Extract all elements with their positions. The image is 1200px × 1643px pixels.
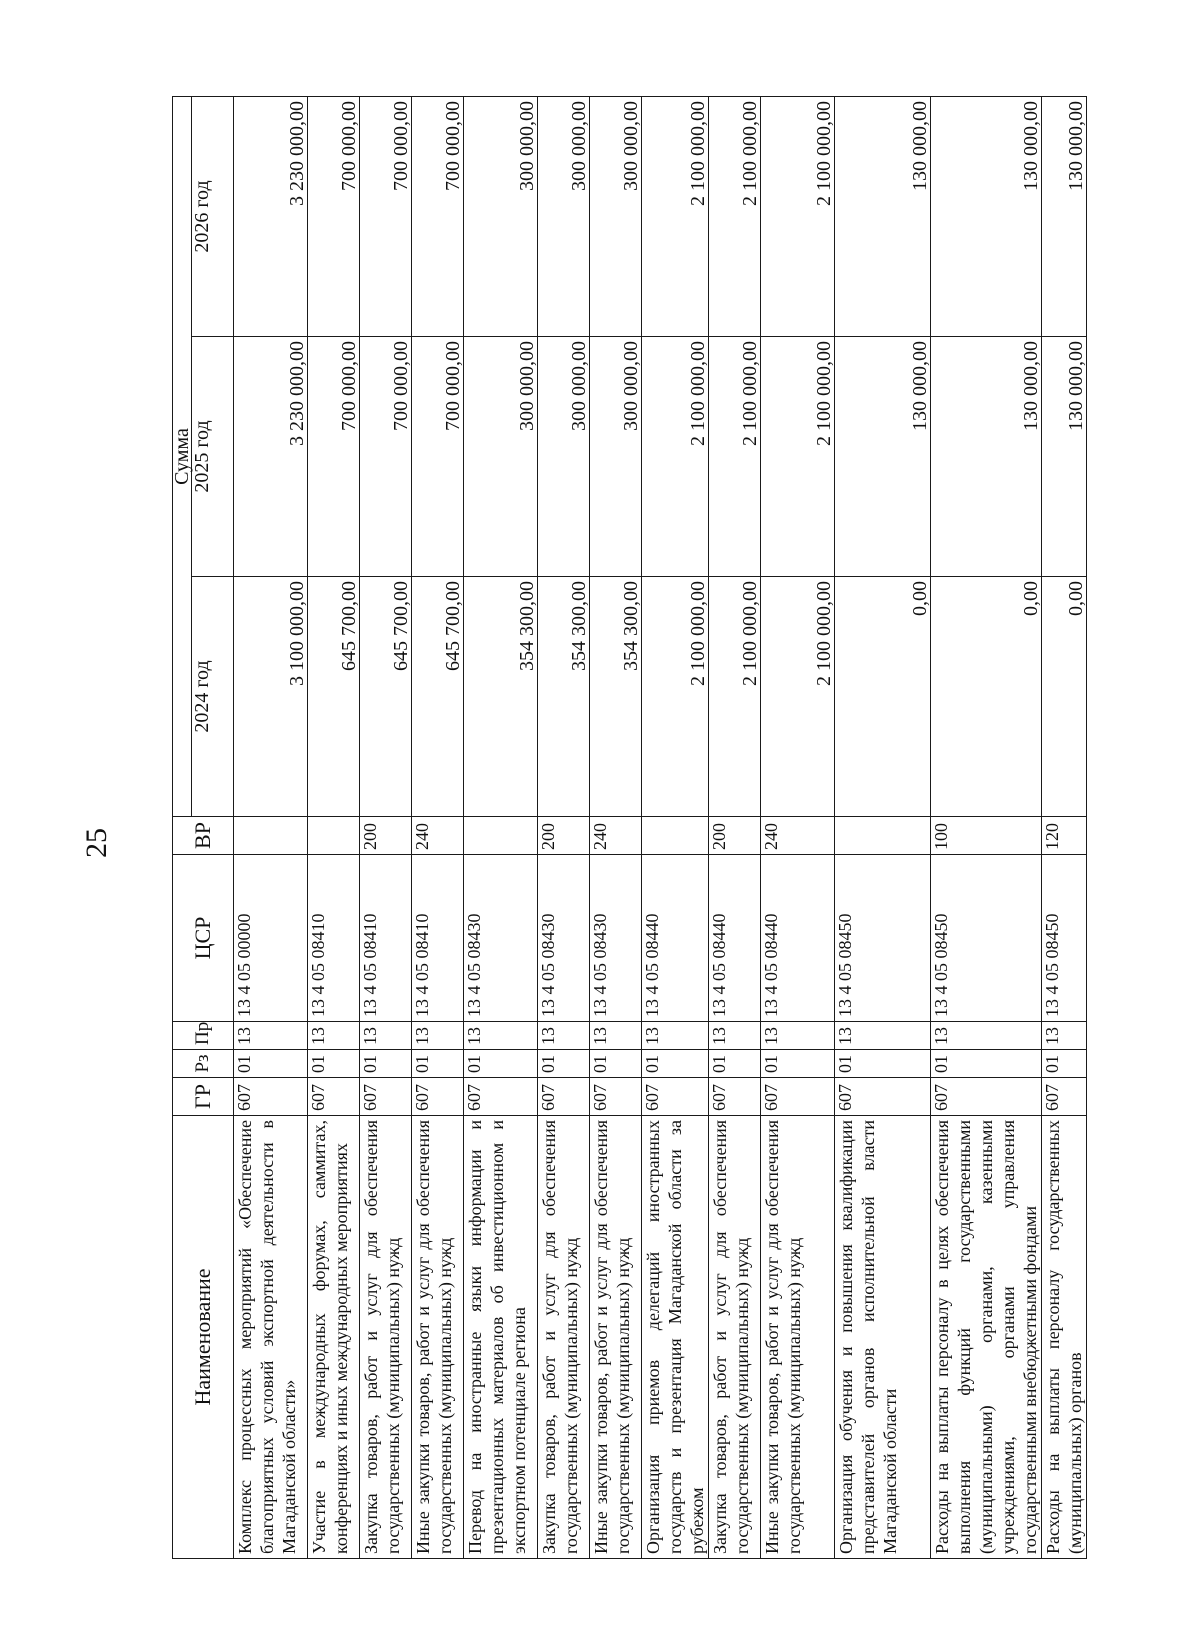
cell-sum-2024: 645 700,00 <box>360 577 412 817</box>
table-row <box>360 96 412 1558</box>
cell-sum-2025: 300 000,00 <box>464 337 538 577</box>
cell-name: Расходы на выплаты персоналу государственных (муниципальных) органов <box>1042 1116 1087 1559</box>
cell-gr: 607 <box>360 1078 412 1116</box>
cell-sum-2024: 3 100 000,00 <box>234 577 308 817</box>
table-header <box>173 96 234 1558</box>
cell-pr: 13 <box>590 1022 642 1050</box>
header-name: Наименование <box>173 1116 234 1559</box>
cell-sum-2025: 2 100 000,00 <box>642 337 709 577</box>
table-row <box>761 96 835 1558</box>
cell-gr: 607 <box>412 1078 464 1116</box>
cell-vr: 240 <box>590 817 642 855</box>
cell-sum-2024: 0,00 <box>835 577 931 817</box>
cell-name: Закупка товаров, работ и услуг для обеспечения государственных (муниципальных) нужд <box>360 1116 412 1559</box>
cell-gr: 607 <box>308 1078 360 1116</box>
cell-vr: 200 <box>360 817 412 855</box>
cell-sum-2026: 300 000,00 <box>464 96 538 336</box>
header-2025: 2025 год <box>192 337 234 577</box>
cell-vr <box>642 817 709 855</box>
table-row <box>835 96 931 1558</box>
cell-pr: 13 <box>412 1022 464 1050</box>
cell-sum-2024: 2 100 000,00 <box>642 577 709 817</box>
table-row <box>412 96 464 1558</box>
cell-csr: 13 4 05 08430 <box>464 855 538 1022</box>
cell-sum-2025: 130 000,00 <box>1042 337 1087 577</box>
cell-rz: 01 <box>835 1050 931 1078</box>
cell-rz: 01 <box>234 1050 308 1078</box>
cell-gr: 607 <box>538 1078 590 1116</box>
cell-sum-2026: 2 100 000,00 <box>642 96 709 336</box>
cell-sum-2025: 2 100 000,00 <box>709 337 761 577</box>
cell-gr: 607 <box>931 1078 1042 1116</box>
cell-rz: 01 <box>412 1050 464 1078</box>
table-row <box>464 96 538 1558</box>
cell-name: Иные закупки товаров, работ и услуг для обеспечения государственных (муниципальных) нужд <box>761 1116 835 1559</box>
cell-vr <box>835 817 931 855</box>
cell-sum-2024: 354 300,00 <box>464 577 538 817</box>
cell-csr: 13 4 05 08430 <box>590 855 642 1022</box>
cell-sum-2024: 2 100 000,00 <box>761 577 835 817</box>
cell-rz: 01 <box>709 1050 761 1078</box>
cell-sum-2026: 2 100 000,00 <box>709 96 761 336</box>
cell-name: Закупка товаров, работ и услуг для обеспечения государственных (муниципальных) нужд <box>709 1116 761 1559</box>
cell-pr: 13 <box>642 1022 709 1050</box>
cell-rz: 01 <box>308 1050 360 1078</box>
cell-vr <box>308 817 360 855</box>
table-row <box>709 96 761 1558</box>
cell-csr: 13 4 05 08440 <box>709 855 761 1022</box>
budget-table <box>172 96 1087 1559</box>
cell-sum-2026: 130 000,00 <box>835 96 931 336</box>
cell-vr: 200 <box>709 817 761 855</box>
cell-sum-2024: 2 100 000,00 <box>709 577 761 817</box>
cell-sum-2025: 300 000,00 <box>538 337 590 577</box>
cell-sum-2024: 0,00 <box>1042 577 1087 817</box>
cell-sum-2026: 2 100 000,00 <box>761 96 835 336</box>
cell-vr <box>234 817 308 855</box>
header-2024: 2024 год <box>192 577 234 817</box>
cell-pr: 13 <box>709 1022 761 1050</box>
cell-gr: 607 <box>234 1078 308 1116</box>
cell-sum-2026: 300 000,00 <box>590 96 642 336</box>
header-csr: ЦСР <box>173 855 234 1022</box>
cell-csr: 13 4 05 00000 <box>234 855 308 1022</box>
cell-vr: 100 <box>931 817 1042 855</box>
cell-rz: 01 <box>761 1050 835 1078</box>
table-row <box>1042 96 1087 1558</box>
cell-vr <box>464 817 538 855</box>
cell-pr: 13 <box>761 1022 835 1050</box>
cell-sum-2026: 700 000,00 <box>308 96 360 336</box>
page-number: 25 <box>80 828 113 858</box>
cell-sum-2026: 130 000,00 <box>931 96 1042 336</box>
cell-name: Закупка товаров, работ и услуг для обеспечения государственных (муниципальных) нужд <box>538 1116 590 1559</box>
cell-sum-2026: 700 000,00 <box>412 96 464 336</box>
cell-rz: 01 <box>538 1050 590 1078</box>
rotated-budget-table-container <box>172 97 1087 1559</box>
header-2026: 2026 год <box>192 96 234 336</box>
cell-csr: 13 4 05 08440 <box>642 855 709 1022</box>
cell-rz: 01 <box>642 1050 709 1078</box>
cell-gr: 607 <box>835 1078 931 1116</box>
table-row <box>590 96 642 1558</box>
cell-name: Расходы на выплаты персоналу в целях обеспечения выполнения функций государственными (муниципальными) органами, казенными учреждениями, органами управления государственными внебюджетными фондами <box>931 1116 1042 1559</box>
cell-pr: 13 <box>931 1022 1042 1050</box>
cell-name: Перевод на иностранные языки информации и презентационных материалов об инвестиционном и экспортном потенциале региона <box>464 1116 538 1559</box>
cell-sum-2025: 700 000,00 <box>308 337 360 577</box>
cell-csr: 13 4 05 08430 <box>538 855 590 1022</box>
cell-sum-2025: 700 000,00 <box>412 337 464 577</box>
cell-csr: 13 4 05 08410 <box>360 855 412 1022</box>
cell-gr: 607 <box>590 1078 642 1116</box>
header-rz: Рз <box>173 1050 234 1078</box>
cell-pr: 13 <box>360 1022 412 1050</box>
header-vr: ВР <box>173 817 234 855</box>
table-row <box>931 96 1042 1558</box>
cell-csr: 13 4 05 08450 <box>1042 855 1087 1022</box>
cell-name: Иные закупки товаров, работ и услуг для обеспечения государственных (муниципальных) нужд <box>590 1116 642 1559</box>
cell-gr: 607 <box>709 1078 761 1116</box>
cell-sum-2026: 700 000,00 <box>360 96 412 336</box>
cell-pr: 13 <box>1042 1022 1087 1050</box>
cell-vr: 200 <box>538 817 590 855</box>
table-row <box>308 96 360 1558</box>
cell-gr: 607 <box>464 1078 538 1116</box>
cell-csr: 13 4 05 08440 <box>761 855 835 1022</box>
header-pr: Пр <box>173 1022 234 1050</box>
cell-sum-2026: 300 000,00 <box>538 96 590 336</box>
cell-name: Организация приемов делегаций иностранных государств и презентация Магаданской области за рубежом <box>642 1116 709 1559</box>
cell-name: Комплекс процессных мероприятий «Обеспечение благоприятных условий экспортной деятельности в Магаданской области» <box>234 1116 308 1559</box>
cell-rz: 01 <box>464 1050 538 1078</box>
cell-vr: 120 <box>1042 817 1087 855</box>
cell-sum-2024: 645 700,00 <box>412 577 464 817</box>
table-row <box>538 96 590 1558</box>
cell-gr: 607 <box>642 1078 709 1116</box>
cell-sum-2024: 354 300,00 <box>538 577 590 817</box>
cell-csr: 13 4 05 08450 <box>931 855 1042 1022</box>
cell-gr: 607 <box>1042 1078 1087 1116</box>
header-gr: ГР <box>173 1078 234 1116</box>
cell-sum-2025: 300 000,00 <box>590 337 642 577</box>
cell-pr: 13 <box>308 1022 360 1050</box>
table-body <box>234 96 1087 1558</box>
cell-sum-2025: 2 100 000,00 <box>761 337 835 577</box>
cell-sum-2024: 645 700,00 <box>308 577 360 817</box>
cell-pr: 13 <box>464 1022 538 1050</box>
cell-rz: 01 <box>1042 1050 1087 1078</box>
cell-csr: 13 4 05 08450 <box>835 855 931 1022</box>
cell-gr: 607 <box>761 1078 835 1116</box>
cell-name: Организация обучения и повышения квалификации представителей органов исполнительной власти Магаданской области <box>835 1116 931 1559</box>
cell-rz: 01 <box>590 1050 642 1078</box>
cell-sum-2025: 130 000,00 <box>835 337 931 577</box>
cell-sum-2024: 0,00 <box>931 577 1042 817</box>
cell-sum-2025: 130 000,00 <box>931 337 1042 577</box>
cell-pr: 13 <box>234 1022 308 1050</box>
cell-sum-2026: 130 000,00 <box>1042 96 1087 336</box>
cell-sum-2025: 3 230 000,00 <box>234 337 308 577</box>
cell-sum-2025: 700 000,00 <box>360 337 412 577</box>
table-row <box>234 96 308 1558</box>
cell-rz: 01 <box>931 1050 1042 1078</box>
cell-sum-2026: 3 230 000,00 <box>234 96 308 336</box>
cell-csr: 13 4 05 08410 <box>308 855 360 1022</box>
header-sum: Сумма <box>173 96 192 816</box>
cell-pr: 13 <box>835 1022 931 1050</box>
cell-name: Участие в международных форумах, саммитах, конференциях и иных международных мероприятиях <box>308 1116 360 1559</box>
cell-rz: 01 <box>360 1050 412 1078</box>
cell-vr: 240 <box>761 817 835 855</box>
cell-name: Иные закупки товаров, работ и услуг для обеспечения государственных (муниципальных) нужд <box>412 1116 464 1559</box>
cell-vr: 240 <box>412 817 464 855</box>
cell-pr: 13 <box>538 1022 590 1050</box>
table-row <box>642 96 709 1558</box>
cell-sum-2024: 354 300,00 <box>590 577 642 817</box>
cell-csr: 13 4 05 08410 <box>412 855 464 1022</box>
